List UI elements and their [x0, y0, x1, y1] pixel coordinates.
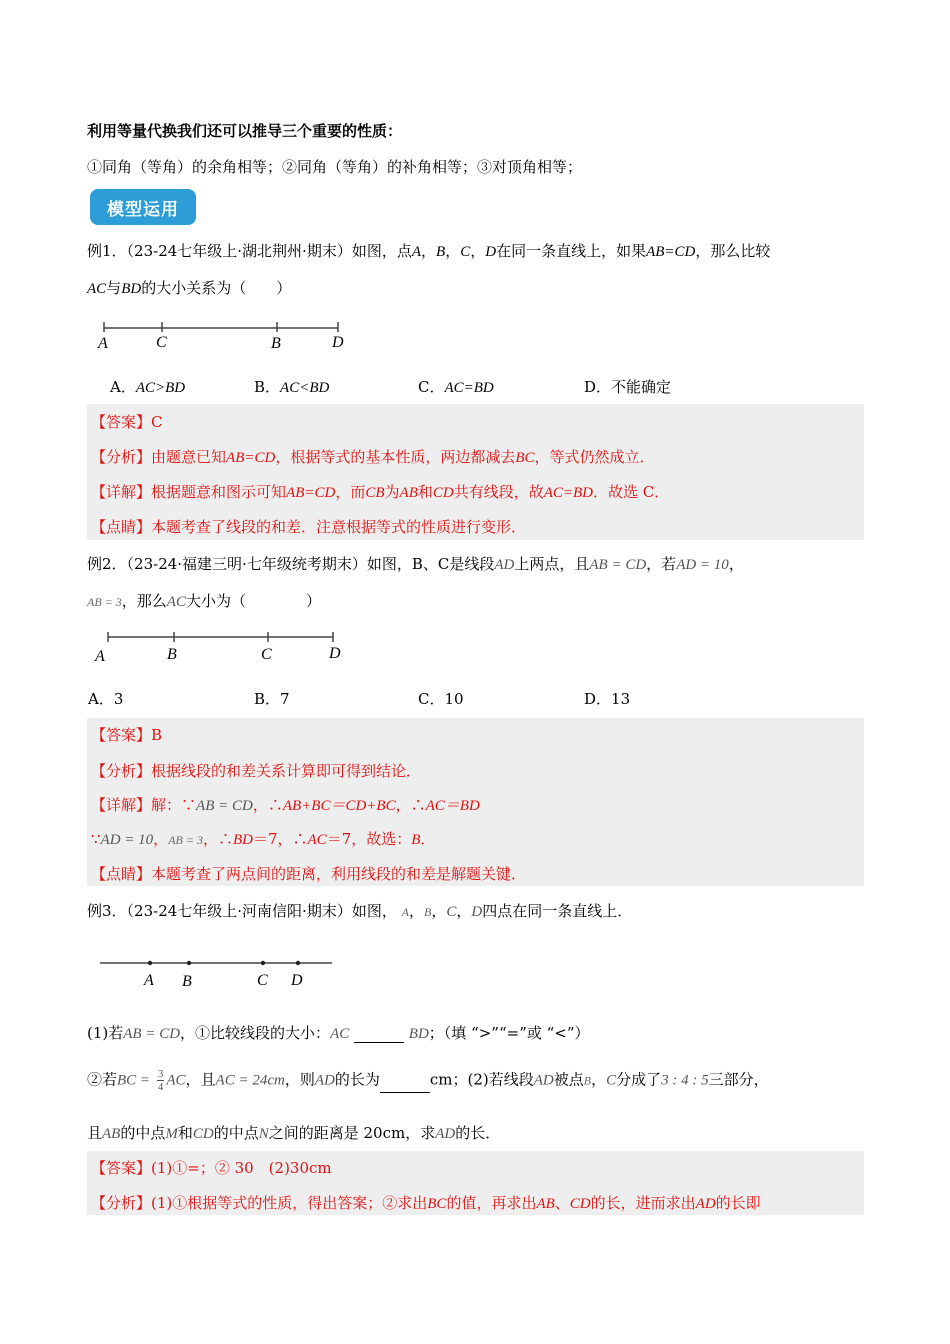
ex1-option-d — [584, 376, 671, 397]
ex1-option-c — [418, 376, 494, 397]
text: 被点 — [553, 1070, 584, 1089]
answer-tag: 【答案】 — [91, 726, 152, 744]
math: B — [583, 1073, 592, 1088]
ex1-option-b — [254, 376, 329, 397]
math: AB — [102, 1126, 121, 1142]
ex2-detail — [91, 794, 480, 815]
text: ，∴ — [202, 830, 233, 848]
ex2-source: （23-24·福建三明·七年级统考期末）如图， — [126, 555, 412, 573]
sep: ， — [421, 242, 437, 260]
text: (1)①根据等式的性质，得出答案；②求出 — [151, 1194, 428, 1212]
ex3-label-d: D — [291, 972, 303, 989]
math: CD — [192, 1126, 214, 1142]
text: 和 — [177, 1124, 193, 1142]
text: 上两点，且 — [514, 555, 590, 573]
text: 本题考查了线段的和差．注意根据等式的性质进行变形． — [151, 518, 527, 536]
text: 的值，再求出 — [446, 1194, 537, 1212]
math: CD — [569, 1196, 591, 1212]
option-letter: B． — [254, 690, 281, 708]
text: ． — [420, 830, 436, 848]
ex3-answer — [91, 1157, 332, 1178]
text: ，且 — [185, 1070, 216, 1089]
text: 由题意已知 — [151, 448, 227, 466]
math: B — [423, 905, 432, 919]
ex2-question-line1 — [87, 553, 744, 574]
text: 为 — [384, 483, 400, 501]
ex1-text: 在同一条直线上，如果 — [496, 242, 647, 260]
math: AC — [166, 594, 186, 610]
math: AB = CD — [589, 557, 647, 573]
math: AD — [314, 1072, 335, 1089]
ex2-label: 例2． — [87, 555, 127, 573]
math: AD = 10 — [100, 832, 154, 848]
text: 是线段 — [449, 555, 495, 573]
intro-properties: ①同角（等角）的余角相等；②同角（等角）的补角相等；③对顶角相等； — [87, 158, 583, 176]
math: AB+BC＝CD+BC — [282, 798, 396, 814]
answer-blank[interactable] — [354, 1042, 404, 1043]
ex1-answer — [91, 411, 163, 432]
ex1-condition: AB=CD — [646, 244, 696, 260]
ex3-source: （23-24七年级上·河南信阳·期末）如图， — [126, 902, 397, 920]
analysis-tag: 【分析】 — [91, 762, 152, 780]
ex2-detail-2 — [91, 828, 435, 849]
text: ；（填 “>”“=”或 “<”） — [428, 1024, 590, 1042]
math: CD — [432, 485, 454, 501]
ex1-point-c: C — [460, 244, 471, 260]
text: ，∴ — [252, 796, 283, 814]
text: ， — [728, 555, 744, 573]
text: 根据线段的和差关系计算即可得到结论． — [151, 762, 422, 780]
math: AD — [533, 1072, 554, 1089]
sep: ， — [408, 902, 424, 920]
math: BD — [232, 832, 253, 848]
math: AB=CD — [226, 450, 276, 466]
option-text: AC>BD — [135, 380, 186, 396]
math: BD — [408, 1026, 429, 1042]
fraction — [157, 1068, 165, 1093]
text: ②若 — [87, 1070, 118, 1089]
math: AB = CD — [196, 798, 253, 814]
math: AB=CD — [286, 485, 336, 501]
text: 根据题意和图示可知 — [151, 483, 287, 501]
answer-value: C — [151, 413, 163, 431]
option-text: 10 — [444, 690, 464, 708]
text: 本题考查了两点间的距离，利用线段的和差是解题关键． — [151, 865, 527, 883]
math: A — [401, 905, 409, 919]
math: AC — [330, 1026, 350, 1042]
math: AD — [494, 557, 515, 573]
text: cm；(2)若线段 — [429, 1070, 534, 1089]
text: 的长． — [455, 1124, 501, 1142]
text: 的长，进而求出 — [590, 1194, 696, 1212]
ex3-dot-b — [187, 961, 191, 965]
text: ，而 — [335, 483, 366, 501]
math: CB — [365, 485, 385, 501]
text: 且 — [87, 1124, 103, 1142]
option-letter: D． — [584, 690, 612, 708]
ex2-label-c: C — [261, 646, 272, 663]
ex1-comment — [91, 516, 526, 537]
ex2-option-a — [88, 688, 123, 709]
text: (1)若 — [87, 1024, 124, 1042]
option-text: 13 — [611, 690, 631, 708]
text: ．故选 C． — [593, 483, 670, 501]
ex2-solution-box — [87, 718, 864, 886]
text: 解：∵ — [151, 796, 197, 814]
math: AD — [695, 1196, 716, 1212]
math: BC — [515, 450, 535, 466]
ex3-label-a: A — [144, 972, 154, 989]
text: 之间的距离是 20cm，求 — [268, 1124, 436, 1142]
answer-value: (1)①=；② 30 (2)30cm — [151, 1159, 332, 1177]
text: ，①比较线段的大小： — [180, 1024, 331, 1042]
ex3-part2 — [87, 1068, 769, 1093]
option-letter: C． — [418, 378, 445, 396]
option-letter: C． — [418, 690, 445, 708]
ex3-label-b: B — [182, 973, 192, 990]
ex2-label-d: D — [329, 645, 341, 662]
option-text: 不能确定 — [611, 378, 672, 396]
option-letter: B． — [254, 378, 281, 396]
option-letter: D． — [584, 378, 612, 396]
math: AB = CD — [123, 1026, 181, 1042]
option-text: AC<BD — [280, 380, 330, 396]
text: 、 — [554, 1194, 570, 1212]
answer-value: B — [151, 726, 163, 744]
option-letter: A． — [88, 690, 114, 708]
ex3-figure — [98, 953, 338, 993]
ex1-label: 例1． — [87, 242, 127, 260]
ex2-question-line2 — [87, 590, 321, 611]
ex1-ac: AC — [87, 281, 107, 297]
math: AC = 24cm — [215, 1072, 285, 1089]
option-letter: A． — [110, 378, 136, 396]
math: N — [258, 1126, 269, 1142]
sep: ， — [470, 242, 486, 260]
ex3-label: 例3． — [87, 902, 127, 920]
ex1-option-a — [110, 376, 185, 397]
text: 分成了 — [616, 1070, 662, 1089]
fraction-denominator: 4 — [157, 1081, 164, 1093]
ex1-label-a: A — [98, 335, 108, 352]
ex1-bd: BD — [121, 281, 142, 297]
text: ，若 — [646, 555, 677, 573]
ex1-label-d: D — [332, 334, 344, 351]
ex2-answer — [91, 724, 162, 745]
option-text: AC=BD — [444, 380, 494, 396]
math: AD = 10 — [676, 557, 729, 573]
ex3-dot-a — [148, 961, 152, 965]
text: ，∴ — [395, 796, 426, 814]
ex1-question-line2 — [87, 277, 291, 298]
answer-blank[interactable] — [380, 1092, 430, 1093]
text: ＝7，故选： — [326, 830, 412, 848]
text: 的中点 — [120, 1124, 166, 1142]
text: ， — [153, 830, 169, 848]
comment-tag: 【点睛】 — [91, 865, 152, 883]
text: ，根据等式的基本性质，两边都减去 — [275, 448, 516, 466]
math: D — [471, 904, 483, 920]
text: 的长即 — [715, 1194, 761, 1212]
ex2-option-d — [584, 688, 630, 709]
option-text: 3 — [113, 690, 124, 708]
ex2-analysis — [91, 760, 421, 781]
ex1-text: 与 — [106, 279, 122, 297]
ex2-option-b — [254, 688, 290, 709]
math: AC — [166, 1072, 186, 1089]
ex3-solution-box — [87, 1151, 864, 1215]
ex2-comment — [91, 863, 526, 884]
ex3-part3 — [87, 1122, 500, 1143]
ex3-analysis — [91, 1192, 761, 1213]
text: 的中点 — [213, 1124, 259, 1142]
text: ， — [591, 1070, 607, 1089]
ex3-dot-c — [261, 961, 265, 965]
ex1-point-b: B — [436, 244, 446, 260]
ex1-text: ，那么比较 — [695, 242, 771, 260]
text: 和 — [417, 483, 433, 501]
math: B — [411, 832, 421, 848]
ex1-text: 的大小关系为（ ） — [141, 279, 292, 297]
math: AD — [435, 1126, 456, 1142]
ex1-figure — [95, 318, 355, 354]
ex1-analysis — [91, 446, 655, 467]
sep: ， — [431, 902, 447, 920]
text: 四点在同一条直线上． — [482, 902, 633, 920]
ex1-solution-box — [87, 404, 864, 540]
text: B、C — [411, 555, 450, 573]
text: ∵ — [91, 830, 101, 848]
analysis-tag: 【分析】 — [91, 1194, 152, 1212]
ex1-detail — [91, 481, 669, 502]
ex2-option-c — [418, 688, 464, 709]
ex3-question-line1 — [87, 900, 632, 921]
text: ，则 — [284, 1070, 315, 1089]
model-application-badge: 模型运用 — [90, 189, 196, 225]
math: C — [446, 904, 457, 920]
ex3-label-c: C — [257, 972, 268, 989]
math: AB = 3 — [168, 833, 203, 847]
math: M — [165, 1126, 178, 1142]
ex3-dot-d — [296, 961, 300, 965]
fraction-numerator: 3 — [157, 1068, 164, 1080]
math: BC = — [117, 1072, 151, 1089]
answer-tag: 【答案】 — [91, 413, 152, 431]
math: AC=BD — [543, 485, 594, 501]
ex1-label-b: B — [271, 335, 281, 352]
comment-tag: 【点睛】 — [91, 518, 152, 536]
sep: ， — [456, 902, 472, 920]
option-text: 7 — [280, 690, 290, 708]
ex1-question-line1 — [87, 240, 770, 261]
ex2-label-a: A — [95, 648, 105, 665]
ex2-label-b: B — [167, 646, 177, 663]
text: 三部分， — [708, 1070, 769, 1089]
ex1-point-d: D — [485, 244, 497, 260]
text: 的长为 — [334, 1070, 380, 1089]
text: ＝7，∴ — [252, 830, 308, 848]
math: BC — [427, 1196, 447, 1212]
sep: ， — [445, 242, 461, 260]
math: AC — [307, 832, 327, 848]
text: ，那么 — [121, 592, 167, 610]
intro-heading: 利用等量代换我们还可以推导三个重要的性质： — [87, 122, 403, 140]
ex1-label-c: C — [156, 334, 167, 351]
math: 3 : 4 : 5 — [661, 1072, 709, 1089]
math: AB — [536, 1196, 555, 1212]
text: ，等式仍然成立． — [534, 448, 655, 466]
math: AB = 3 — [87, 595, 122, 609]
answer-tag: 【答案】 — [91, 1159, 152, 1177]
ex2-figure — [93, 630, 353, 666]
math: C — [606, 1072, 617, 1089]
ex1-source: （23-24七年级上·湖北荆州·期末）如图，点 — [126, 242, 412, 260]
text: 大小为（ ） — [185, 592, 321, 610]
text: 共有线段，故 — [453, 483, 544, 501]
ex3-part1 — [87, 1022, 590, 1043]
detail-tag: 【详解】 — [91, 796, 152, 814]
ex1-point-a: A — [411, 244, 421, 260]
analysis-tag: 【分析】 — [91, 448, 152, 466]
detail-tag: 【详解】 — [91, 483, 152, 501]
math: AC＝BD — [425, 798, 480, 814]
math: AB — [399, 485, 418, 501]
